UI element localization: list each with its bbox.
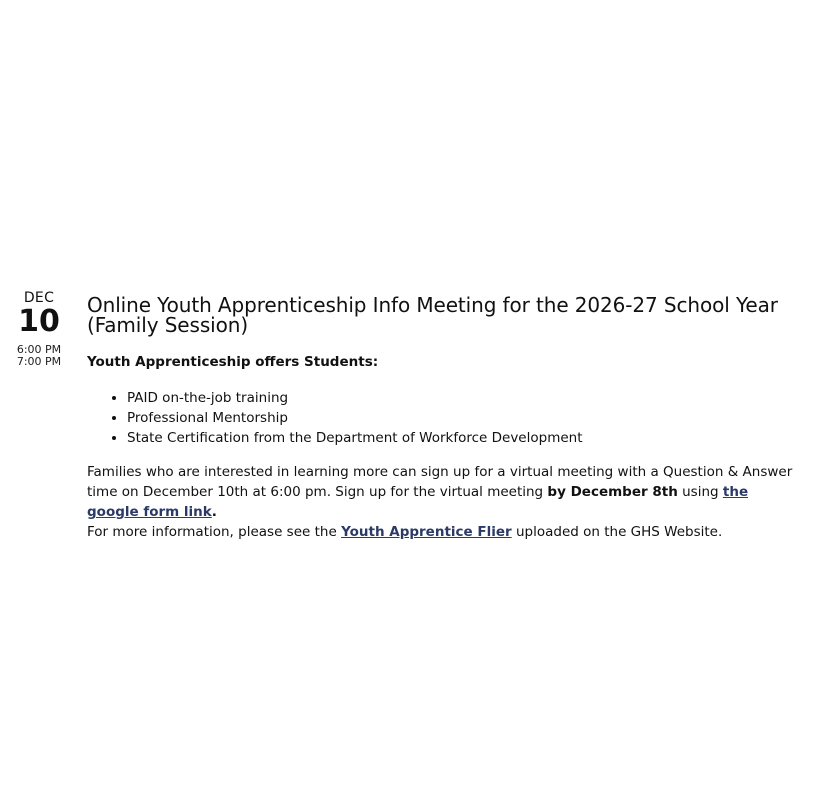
list-item: • Professional Mentorship [127, 408, 802, 428]
deadline-text: by December 8th [547, 484, 678, 500]
list-item: • State Certification from the Department of Workforce Development [127, 428, 802, 448]
benefits-list [87, 388, 802, 448]
description-text: Families who are interested in learning more can sign up for a virtual meeting with a Question & Answer time on December 10th at 6:00 pm. Sign up for the virtual meeting [87, 464, 793, 500]
event-content [87, 289, 802, 542]
event-day: 10 [18, 304, 60, 339]
list-item: • PAID on-the-job training [127, 388, 802, 408]
event-title: Online Youth Apprenticeship Info Meeting for the 2026-27 School Year (Family Session) [87, 293, 778, 337]
event-end-time: 7:00 PM [16, 355, 62, 368]
event-info [87, 522, 802, 542]
event-start-time: 6:00 PM [16, 343, 62, 356]
event-description [87, 462, 802, 522]
google-form-link[interactable]: the google form link [87, 484, 749, 520]
info-text: For more information, please see the [87, 524, 342, 540]
event-month: DEC [23, 290, 55, 306]
description-text: using [677, 484, 723, 500]
event-subhead: Youth Apprenticeship offers Students: [87, 354, 379, 370]
info-text: uploaded on the GHS Website. [511, 524, 723, 540]
youth-apprentice-flier-link[interactable]: Youth Apprentice Flier [341, 524, 512, 540]
event-date [0, 289, 78, 368]
description-period: . [211, 504, 217, 520]
